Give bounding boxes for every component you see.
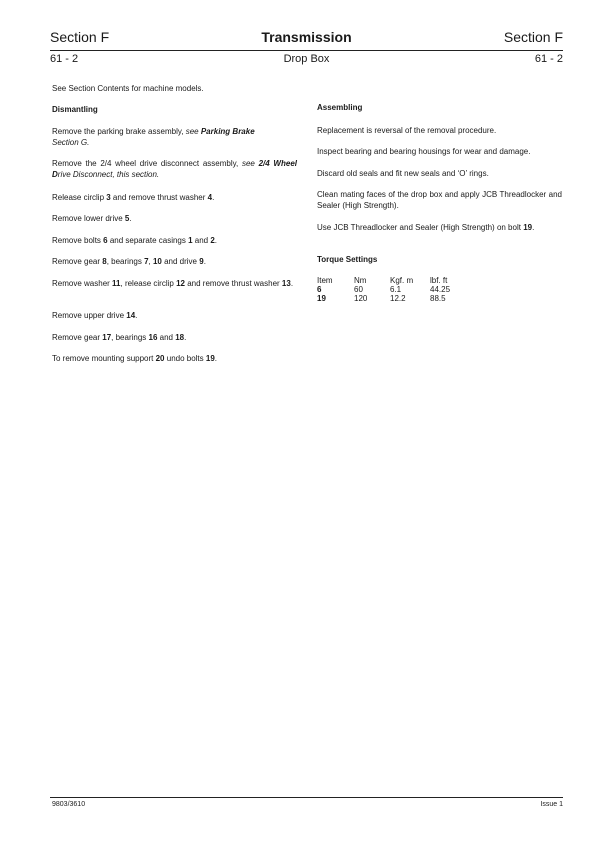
torque-header-row — [317, 276, 450, 285]
assembly-step-bolt-19: Use JCB Threadlocker and Sealer (High Strength) on bolt 19. — [317, 223, 535, 232]
assembly-step-inspect: Inspect bearing and bearing housings for wear and damage. — [317, 147, 531, 156]
header-section-left: Section F — [50, 29, 110, 45]
intro-text: See Section Contents for machine models. — [52, 84, 204, 93]
step-parking-brake: Remove the parking brake assembly, see Parking Brake Section G. — [52, 127, 255, 147]
torque-col-kgfm: Kgf. m — [390, 276, 414, 285]
assembly-step-seals: Discard old seals and fit new seals and ‘O’ rings. — [317, 169, 489, 178]
step-upper-drive: Remove upper drive 14. — [52, 311, 138, 320]
step-lower-drive: Remove lower drive 5. — [52, 214, 132, 223]
subheader-title: Drop Box — [283, 53, 330, 65]
torque-table — [317, 276, 450, 303]
dismantling-heading: Dismantling — [52, 105, 98, 114]
torque-item: 6 — [317, 285, 322, 294]
torque-col-item: Item — [317, 276, 333, 285]
torque-nm: 120 — [354, 294, 368, 303]
torque-kgfm: 12.2 — [390, 294, 406, 303]
header-section-right: Section F — [503, 29, 563, 45]
torque-col-lbfft: lbf. ft — [430, 276, 448, 285]
step-gear-17: Remove gear 17, bearings 16 and 18. — [52, 333, 187, 342]
document-number: 9803/3610 — [52, 801, 86, 808]
page-number-left: 61 - 2 — [50, 53, 79, 65]
torque-item: 19 — [317, 294, 326, 303]
footer-rule — [50, 797, 563, 798]
page-number-right: 61 - 2 — [534, 53, 563, 65]
step-circlip: Release circlip 3 and remove thrust washer 4. — [52, 193, 215, 202]
header-title: Transmission — [261, 29, 352, 45]
torque-lbfft: 44.25 — [430, 285, 451, 294]
torque-lbfft: 88.5 — [430, 294, 446, 303]
left-column — [52, 0, 297, 842]
step-wheel-disconnect: Remove the 2/4 wheel drive disconnect assembly, see 2/4 Wheel Drive Disconnect, this section. — [52, 159, 297, 179]
table-row — [317, 285, 450, 294]
torque-nm: 60 — [354, 285, 363, 294]
assembly-step-threadlocker: Clean mating faces of the drop box and apply JCB Threadlocker and Sealer (High Strength). — [317, 190, 562, 210]
assembling-heading: Assembling — [317, 103, 363, 112]
step-washer: Remove washer 11, release circlip 12 and remove thrust washer 13. — [52, 279, 294, 288]
table-row — [317, 294, 450, 303]
right-column — [317, 0, 562, 842]
step-mounting-support: To remove mounting support 20 undo bolts 19. — [52, 354, 218, 363]
step-bolts: Remove bolts 6 and separate casings 1 and 2. — [52, 236, 218, 245]
torque-col-nm: Nm — [354, 276, 367, 285]
assembly-step-reversal: Replacement is reversal of the removal procedure. — [317, 126, 497, 135]
torque-heading: Torque Settings — [317, 255, 378, 264]
issue-label: Issue 1 — [540, 801, 563, 808]
step-gear-8: Remove gear 8, bearings 7, 10 and drive 9. — [52, 257, 206, 266]
torque-kgfm: 6.1 — [390, 285, 402, 294]
